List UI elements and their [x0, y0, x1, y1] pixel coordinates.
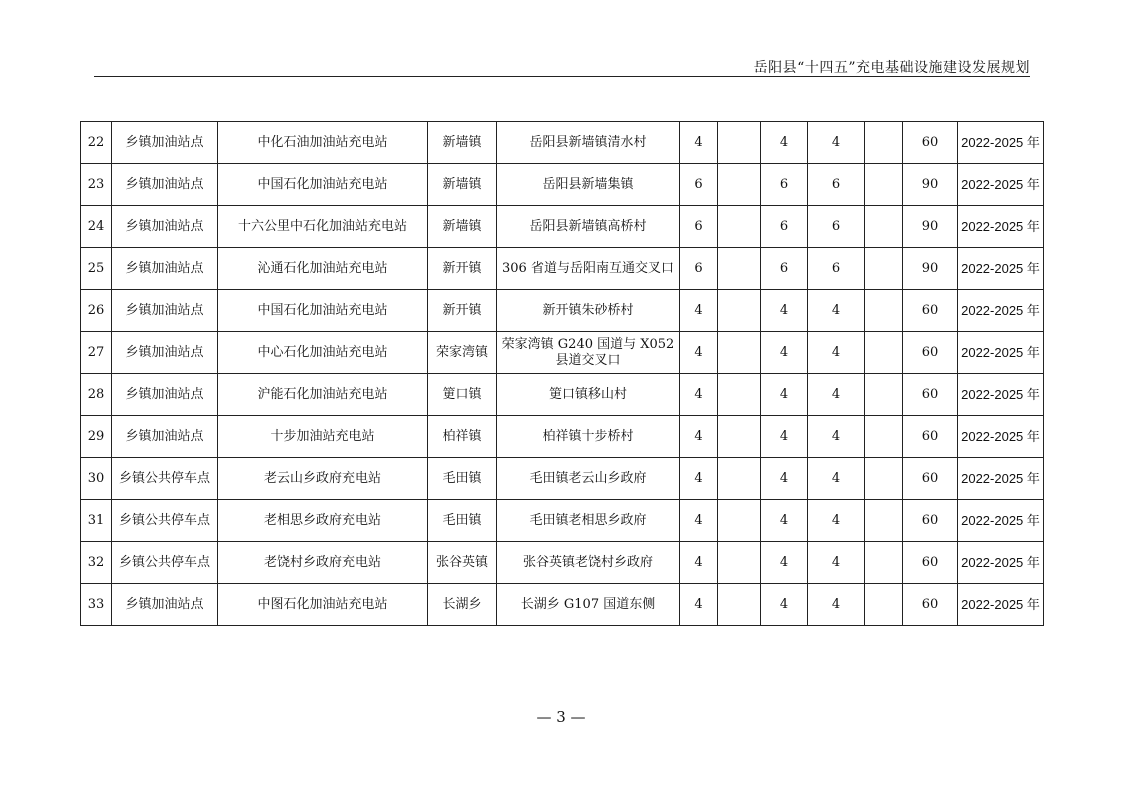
cell-value-a: 4 [680, 416, 718, 458]
cell-row-index: 29 [81, 416, 112, 458]
table-row [81, 122, 1044, 164]
cell-value-c: 4 [761, 542, 808, 584]
cell-location: 306 省道与岳阳南互通交叉口 [497, 248, 680, 290]
cell-station-name: 中心石化加油站充电站 [218, 332, 428, 374]
cell-value-c: 4 [761, 416, 808, 458]
table-row [81, 206, 1044, 248]
cell-value-e [865, 542, 903, 584]
cell-row-index: 28 [81, 374, 112, 416]
cell-value-b [718, 248, 761, 290]
cell-capacity: 90 [903, 206, 958, 248]
cell-value-d: 4 [808, 332, 865, 374]
page-number: — 3 — [536, 708, 586, 726]
cell-site-type: 乡镇加油站点 [112, 206, 218, 248]
cell-value-e [865, 164, 903, 206]
cell-value-d: 4 [808, 122, 865, 164]
cell-row-index: 26 [81, 290, 112, 332]
cell-row-index: 27 [81, 332, 112, 374]
table-row [81, 458, 1044, 500]
cell-period: 2022-2025 年 [958, 332, 1044, 374]
cell-town: 筻口镇 [428, 374, 497, 416]
cell-town: 新墙镇 [428, 164, 497, 206]
cell-site-type: 乡镇公共停车点 [112, 458, 218, 500]
cell-location: 毛田镇老相思乡政府 [497, 500, 680, 542]
cell-value-e [865, 416, 903, 458]
cell-row-index: 32 [81, 542, 112, 584]
cell-site-type: 乡镇加油站点 [112, 374, 218, 416]
cell-site-type: 乡镇加油站点 [112, 332, 218, 374]
cell-station-name: 老饶村乡政府充电站 [218, 542, 428, 584]
cell-site-type: 乡镇公共停车点 [112, 542, 218, 584]
cell-row-index: 31 [81, 500, 112, 542]
cell-value-e [865, 206, 903, 248]
cell-value-d: 4 [808, 500, 865, 542]
cell-value-c: 4 [761, 500, 808, 542]
cell-site-type: 乡镇加油站点 [112, 248, 218, 290]
cell-capacity: 90 [903, 164, 958, 206]
cell-town: 柏祥镇 [428, 416, 497, 458]
cell-value-c: 4 [761, 458, 808, 500]
cell-value-a: 4 [680, 584, 718, 626]
cell-value-a: 4 [680, 542, 718, 584]
cell-site-type: 乡镇公共停车点 [112, 500, 218, 542]
cell-town: 长湖乡 [428, 584, 497, 626]
cell-value-c: 4 [761, 122, 808, 164]
cell-capacity: 60 [903, 332, 958, 374]
cell-value-d: 4 [808, 290, 865, 332]
cell-location: 筻口镇移山村 [497, 374, 680, 416]
cell-location: 岳阳县新墙集镇 [497, 164, 680, 206]
cell-value-a: 4 [680, 290, 718, 332]
cell-value-c: 4 [761, 332, 808, 374]
table-row [81, 584, 1044, 626]
cell-value-a: 6 [680, 206, 718, 248]
charging-station-table [80, 121, 1044, 626]
cell-capacity: 60 [903, 542, 958, 584]
cell-value-e [865, 332, 903, 374]
cell-station-name: 中图石化加油站充电站 [218, 584, 428, 626]
cell-station-name: 老相思乡政府充电站 [218, 500, 428, 542]
cell-location: 岳阳县新墙镇清水村 [497, 122, 680, 164]
cell-site-type: 乡镇加油站点 [112, 290, 218, 332]
cell-value-c: 4 [761, 374, 808, 416]
cell-site-type: 乡镇加油站点 [112, 122, 218, 164]
cell-value-a: 4 [680, 458, 718, 500]
cell-value-c: 6 [761, 206, 808, 248]
cell-value-a: 6 [680, 248, 718, 290]
cell-value-a: 4 [680, 374, 718, 416]
cell-capacity: 60 [903, 416, 958, 458]
cell-value-e [865, 500, 903, 542]
cell-value-d: 4 [808, 542, 865, 584]
cell-value-b [718, 290, 761, 332]
table-body [81, 122, 1044, 626]
cell-capacity: 60 [903, 458, 958, 500]
table-row [81, 290, 1044, 332]
cell-row-index: 24 [81, 206, 112, 248]
cell-period: 2022-2025 年 [958, 374, 1044, 416]
cell-value-b [718, 500, 761, 542]
cell-town: 毛田镇 [428, 458, 497, 500]
cell-town: 新墙镇 [428, 122, 497, 164]
cell-value-b [718, 584, 761, 626]
cell-value-b [718, 542, 761, 584]
cell-value-b [718, 122, 761, 164]
cell-row-index: 30 [81, 458, 112, 500]
cell-capacity: 60 [903, 584, 958, 626]
cell-station-name: 十步加油站充电站 [218, 416, 428, 458]
cell-value-e [865, 290, 903, 332]
cell-period: 2022-2025 年 [958, 500, 1044, 542]
cell-value-d: 6 [808, 164, 865, 206]
cell-period: 2022-2025 年 [958, 164, 1044, 206]
cell-value-b [718, 332, 761, 374]
cell-period: 2022-2025 年 [958, 584, 1044, 626]
cell-value-b [718, 374, 761, 416]
cell-location: 毛田镇老云山乡政府 [497, 458, 680, 500]
cell-location: 张谷英镇老饶村乡政府 [497, 542, 680, 584]
cell-period: 2022-2025 年 [958, 122, 1044, 164]
cell-town: 新开镇 [428, 248, 497, 290]
cell-value-e [865, 374, 903, 416]
cell-value-c: 4 [761, 290, 808, 332]
cell-location: 新开镇朱砂桥村 [497, 290, 680, 332]
cell-town: 张谷英镇 [428, 542, 497, 584]
cell-station-name: 沪能石化加油站充电站 [218, 374, 428, 416]
table-row [81, 164, 1044, 206]
cell-town: 荣家湾镇 [428, 332, 497, 374]
cell-period: 2022-2025 年 [958, 248, 1044, 290]
cell-station-name: 中国石化加油站充电站 [218, 290, 428, 332]
cell-row-index: 33 [81, 584, 112, 626]
table-row [81, 332, 1044, 374]
table-row [81, 416, 1044, 458]
cell-value-c: 6 [761, 164, 808, 206]
cell-town: 毛田镇 [428, 500, 497, 542]
cell-row-index: 23 [81, 164, 112, 206]
cell-value-b [718, 206, 761, 248]
table-row [81, 248, 1044, 290]
cell-value-e [865, 458, 903, 500]
cell-value-b [718, 164, 761, 206]
cell-value-c: 6 [761, 248, 808, 290]
cell-station-name: 沁通石化加油站充电站 [218, 248, 428, 290]
cell-value-d: 4 [808, 416, 865, 458]
cell-value-d: 6 [808, 206, 865, 248]
cell-station-name: 老云山乡政府充电站 [218, 458, 428, 500]
cell-period: 2022-2025 年 [958, 290, 1044, 332]
cell-value-a: 4 [680, 332, 718, 374]
cell-value-d: 4 [808, 458, 865, 500]
cell-row-index: 22 [81, 122, 112, 164]
cell-value-e [865, 248, 903, 290]
cell-value-c: 4 [761, 584, 808, 626]
cell-value-e [865, 122, 903, 164]
cell-capacity: 90 [903, 248, 958, 290]
cell-site-type: 乡镇加油站点 [112, 584, 218, 626]
cell-value-e [865, 584, 903, 626]
table-row [81, 374, 1044, 416]
cell-period: 2022-2025 年 [958, 542, 1044, 584]
cell-location: 荣家湾镇 G240 国道与 X052 县道交叉口 [497, 332, 680, 374]
cell-site-type: 乡镇加油站点 [112, 164, 218, 206]
table-row [81, 500, 1044, 542]
cell-station-name: 中国石化加油站充电站 [218, 164, 428, 206]
table-row [81, 542, 1044, 584]
cell-value-d: 6 [808, 248, 865, 290]
cell-value-b [718, 416, 761, 458]
cell-location: 长湖乡 G107 国道东侧 [497, 584, 680, 626]
cell-town: 新墙镇 [428, 206, 497, 248]
cell-value-b [718, 458, 761, 500]
cell-station-name: 十六公里中石化加油站充电站 [218, 206, 428, 248]
cell-value-d: 4 [808, 374, 865, 416]
cell-row-index: 25 [81, 248, 112, 290]
cell-value-d: 4 [808, 584, 865, 626]
cell-period: 2022-2025 年 [958, 458, 1044, 500]
cell-town: 新开镇 [428, 290, 497, 332]
cell-location: 柏祥镇十步桥村 [497, 416, 680, 458]
header-rule [94, 76, 1030, 77]
cell-capacity: 60 [903, 500, 958, 542]
cell-capacity: 60 [903, 374, 958, 416]
cell-station-name: 中化石油加油站充电站 [218, 122, 428, 164]
cell-period: 2022-2025 年 [958, 206, 1044, 248]
cell-site-type: 乡镇加油站点 [112, 416, 218, 458]
cell-value-a: 6 [680, 164, 718, 206]
cell-value-a: 4 [680, 122, 718, 164]
cell-capacity: 60 [903, 122, 958, 164]
cell-capacity: 60 [903, 290, 958, 332]
cell-location: 岳阳县新墙镇高桥村 [497, 206, 680, 248]
document-header-title: 岳阳县“十四五”充电基础设施建设发展规划 [753, 60, 1030, 76]
cell-value-a: 4 [680, 500, 718, 542]
cell-period: 2022-2025 年 [958, 416, 1044, 458]
